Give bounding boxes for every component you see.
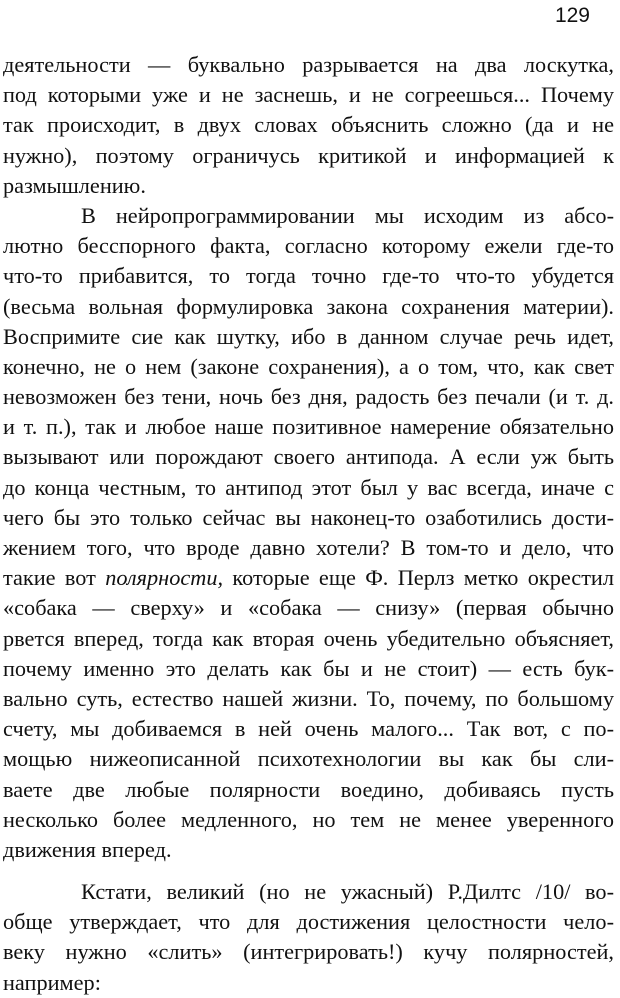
- text-line: до конца честным, то антипод этот был у вас всегда, иначе с: [3, 474, 614, 500]
- text-line: несколько более медленного, но тем не менее уверенного: [3, 806, 614, 832]
- text-line: В нейропрограммировании мы исходим из абсо-: [81, 202, 614, 228]
- text-line: под которыми уже и не заснешь, и не согреешься... Почему: [3, 82, 614, 108]
- text-line: Кстати, великий (но не ужасный) Р.Дилтс /10/ во-: [81, 879, 614, 905]
- text-line: веку нужно «слить» (интегрировать!) кучу полярностей,: [3, 939, 614, 965]
- text-line: например:: [3, 969, 101, 995]
- text-line: невозможен без тени, ночь без дня, радость без печали (и т. д.: [3, 384, 614, 410]
- text-line: так происходит, в двух словах объяснить сложно (да и не: [3, 112, 614, 138]
- emphasized-term: полярности,: [105, 565, 224, 591]
- text-line: деятельности — буквально разрывается на два лоскутка,: [3, 52, 614, 77]
- body-text: [3, 50, 614, 998]
- text-line: конечно, не о нем (законе сохранения), а о том, что, как свет: [3, 353, 614, 379]
- text-line: что-то прибавится, то тогда точно где-то что-то убудется: [3, 263, 614, 289]
- paragraph-2: [3, 201, 614, 865]
- text-line: движения вперед.: [3, 836, 172, 862]
- text-line: счету, мы добиваемся в ней очень малого... Так вот, с по-: [3, 716, 614, 742]
- text-line: ваете две любые полярности воедино, добиваясь пусть: [3, 776, 614, 802]
- paragraph-1: [3, 50, 614, 201]
- text-line: обще утверждает, что для достижения целостности чело-: [3, 909, 614, 935]
- text-line: Воспримите сие как шутку, ибо в данном случае речь идет,: [3, 323, 614, 349]
- text-line: [3, 563, 614, 593]
- text-line: жением того, что вроде давно хотели? В том-то и дело, что: [3, 535, 614, 560]
- page-number: 129: [554, 4, 590, 27]
- text-line: «собака — сверху» и «собака — снизу» (первая обычно: [3, 595, 614, 621]
- text-line: нужно), поэтому ограничусь критикой и информацией к: [3, 142, 614, 168]
- paragraph-3: [3, 877, 614, 998]
- text-line: лютно бесспорного факта, согласно которому ежели где-то: [3, 233, 614, 259]
- text-line: размышлению.: [3, 172, 146, 198]
- text-line: (весьма вольная формулировка закона сохранения материи).: [3, 293, 614, 319]
- text-line: чего бы это только сейчас вы наконец-то озаботились дости-: [3, 504, 614, 530]
- text-line: вызывают или порождают своего антипода. А если уж быть: [3, 444, 614, 470]
- text-line: вально суть, естество нашей жизни. То, почему, по большому: [3, 685, 614, 711]
- text-line: почему именно это делать как бы и не стоит) — есть бук-: [3, 655, 614, 681]
- text-line: рвется вперед, тогда как вторая очень убедительно объясняет,: [3, 625, 614, 651]
- text-run: которые еще Ф. Перлз метко окрестил: [223, 565, 614, 591]
- text-line: и т. п.), так и любое наше позитивное намерение обязательно: [3, 414, 614, 440]
- text-run: такие вот: [3, 565, 106, 591]
- text-line: мощью нижеописанной психотехнологии вы как бы сли-: [3, 746, 614, 772]
